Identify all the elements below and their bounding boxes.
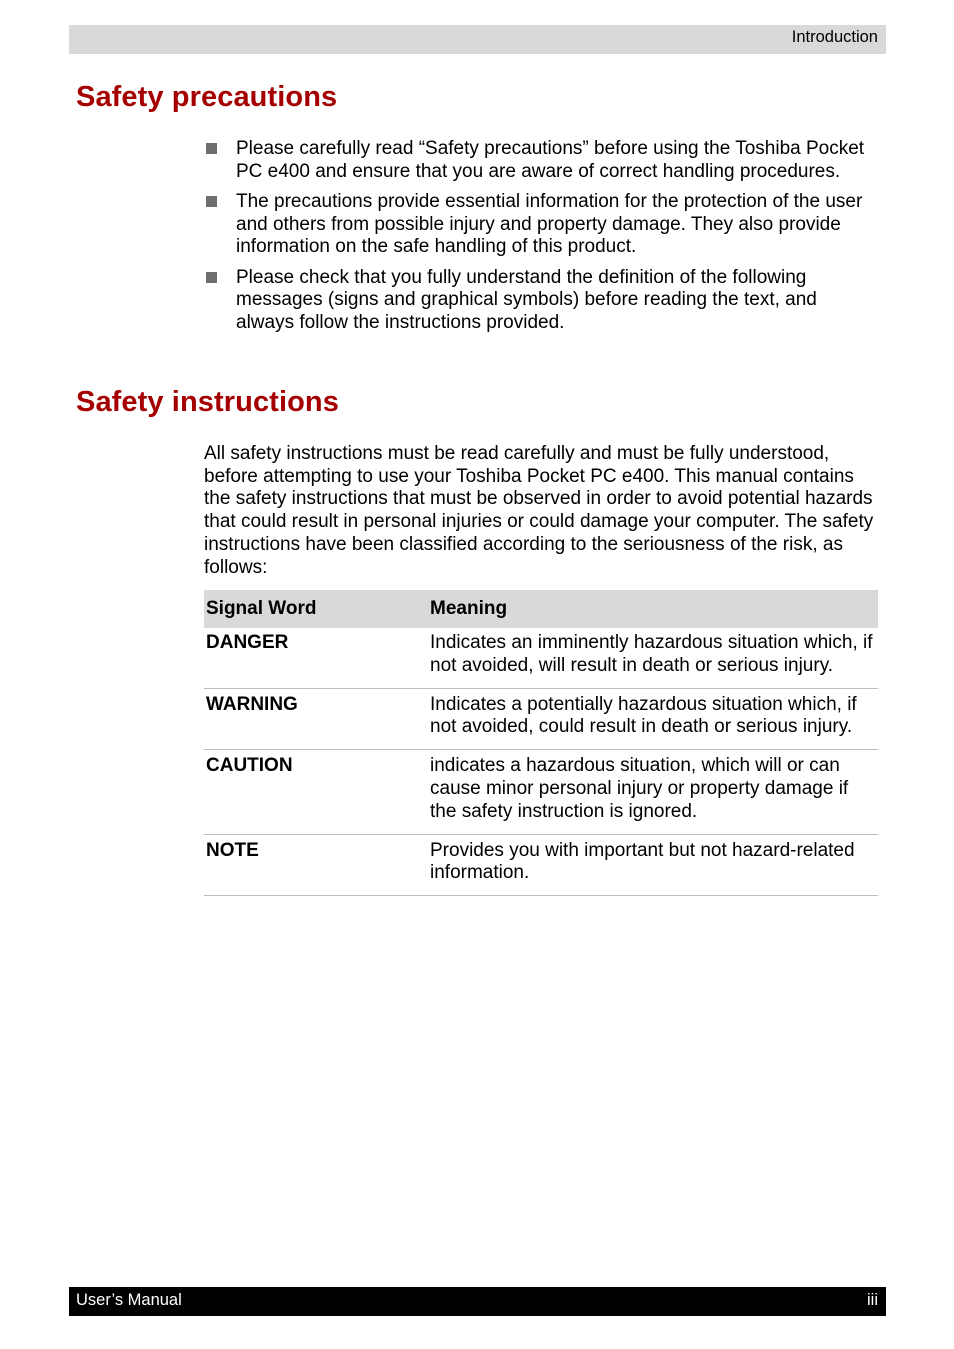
- table-row: [204, 834, 878, 896]
- heading-safety-instructions: Safety instructions: [76, 386, 339, 418]
- signal-word-cell: DANGER: [204, 628, 427, 688]
- header-section-name: Introduction: [791, 28, 878, 46]
- signal-word-table: [204, 590, 878, 896]
- table-row: [204, 688, 878, 750]
- list-item: [204, 267, 876, 335]
- meaning-cell: Indicates an imminently hazardous situation which, if not avoided, will result in death or serious injury.: [427, 628, 878, 688]
- table-row: [204, 750, 878, 834]
- list-item: [204, 138, 876, 183]
- list-item-text: The precautions provide essential information for the protection of the user and others from possible injury and property damage. They also provide information on the safe handling of this product.: [236, 190, 863, 258]
- table-header-row: [204, 590, 878, 628]
- square-bullet-icon: [206, 272, 217, 283]
- column-header-signal-word: Signal Word: [204, 590, 427, 628]
- precautions-list: [204, 138, 876, 342]
- table-row: [204, 628, 878, 688]
- signal-word-cell: WARNING: [204, 688, 427, 750]
- list-item: [204, 191, 876, 259]
- footer-manual-title: User’s Manual: [76, 1291, 182, 1309]
- square-bullet-icon: [206, 143, 217, 154]
- heading-safety-precautions: Safety precautions: [76, 81, 338, 113]
- running-footer: [69, 1287, 886, 1316]
- signal-word-cell: CAUTION: [204, 750, 427, 834]
- meaning-cell: Provides you with important but not hazard-related information.: [427, 834, 878, 896]
- meaning-cell: Indicates a potentially hazardous situation which, if not avoided, could result in death or serious injury.: [427, 688, 878, 750]
- page-number: iii: [867, 1291, 878, 1309]
- column-header-meaning: Meaning: [427, 590, 878, 628]
- meaning-cell: indicates a hazardous situation, which will or can cause minor personal injury or property damage if the safety instruction is ignored.: [427, 750, 878, 834]
- list-item-text: Please check that you fully understand the definition of the following messages (signs and graphical symbols) before reading the text, and always follow the instructions provided.: [236, 266, 817, 333]
- signal-word-cell: NOTE: [204, 834, 427, 896]
- list-item-text: Please carefully read “Safety precautions” before using the Toshiba Pocket PC e400 and ensure that you are aware of correct handling procedures.: [236, 138, 865, 182]
- running-header: [69, 25, 886, 54]
- square-bullet-icon: [206, 196, 217, 207]
- instructions-intro-paragraph: All safety instructions must be read carefully and must be fully understood, before attempting to use your Toshiba Pocket PC e400. This manual contains the safety instructions that must be observed in order to avoid potential hazards that could result in personal injuries or could damage your computer. The safety instructions have been classified according to the seriousness of the risk, as follows:: [204, 443, 874, 578]
